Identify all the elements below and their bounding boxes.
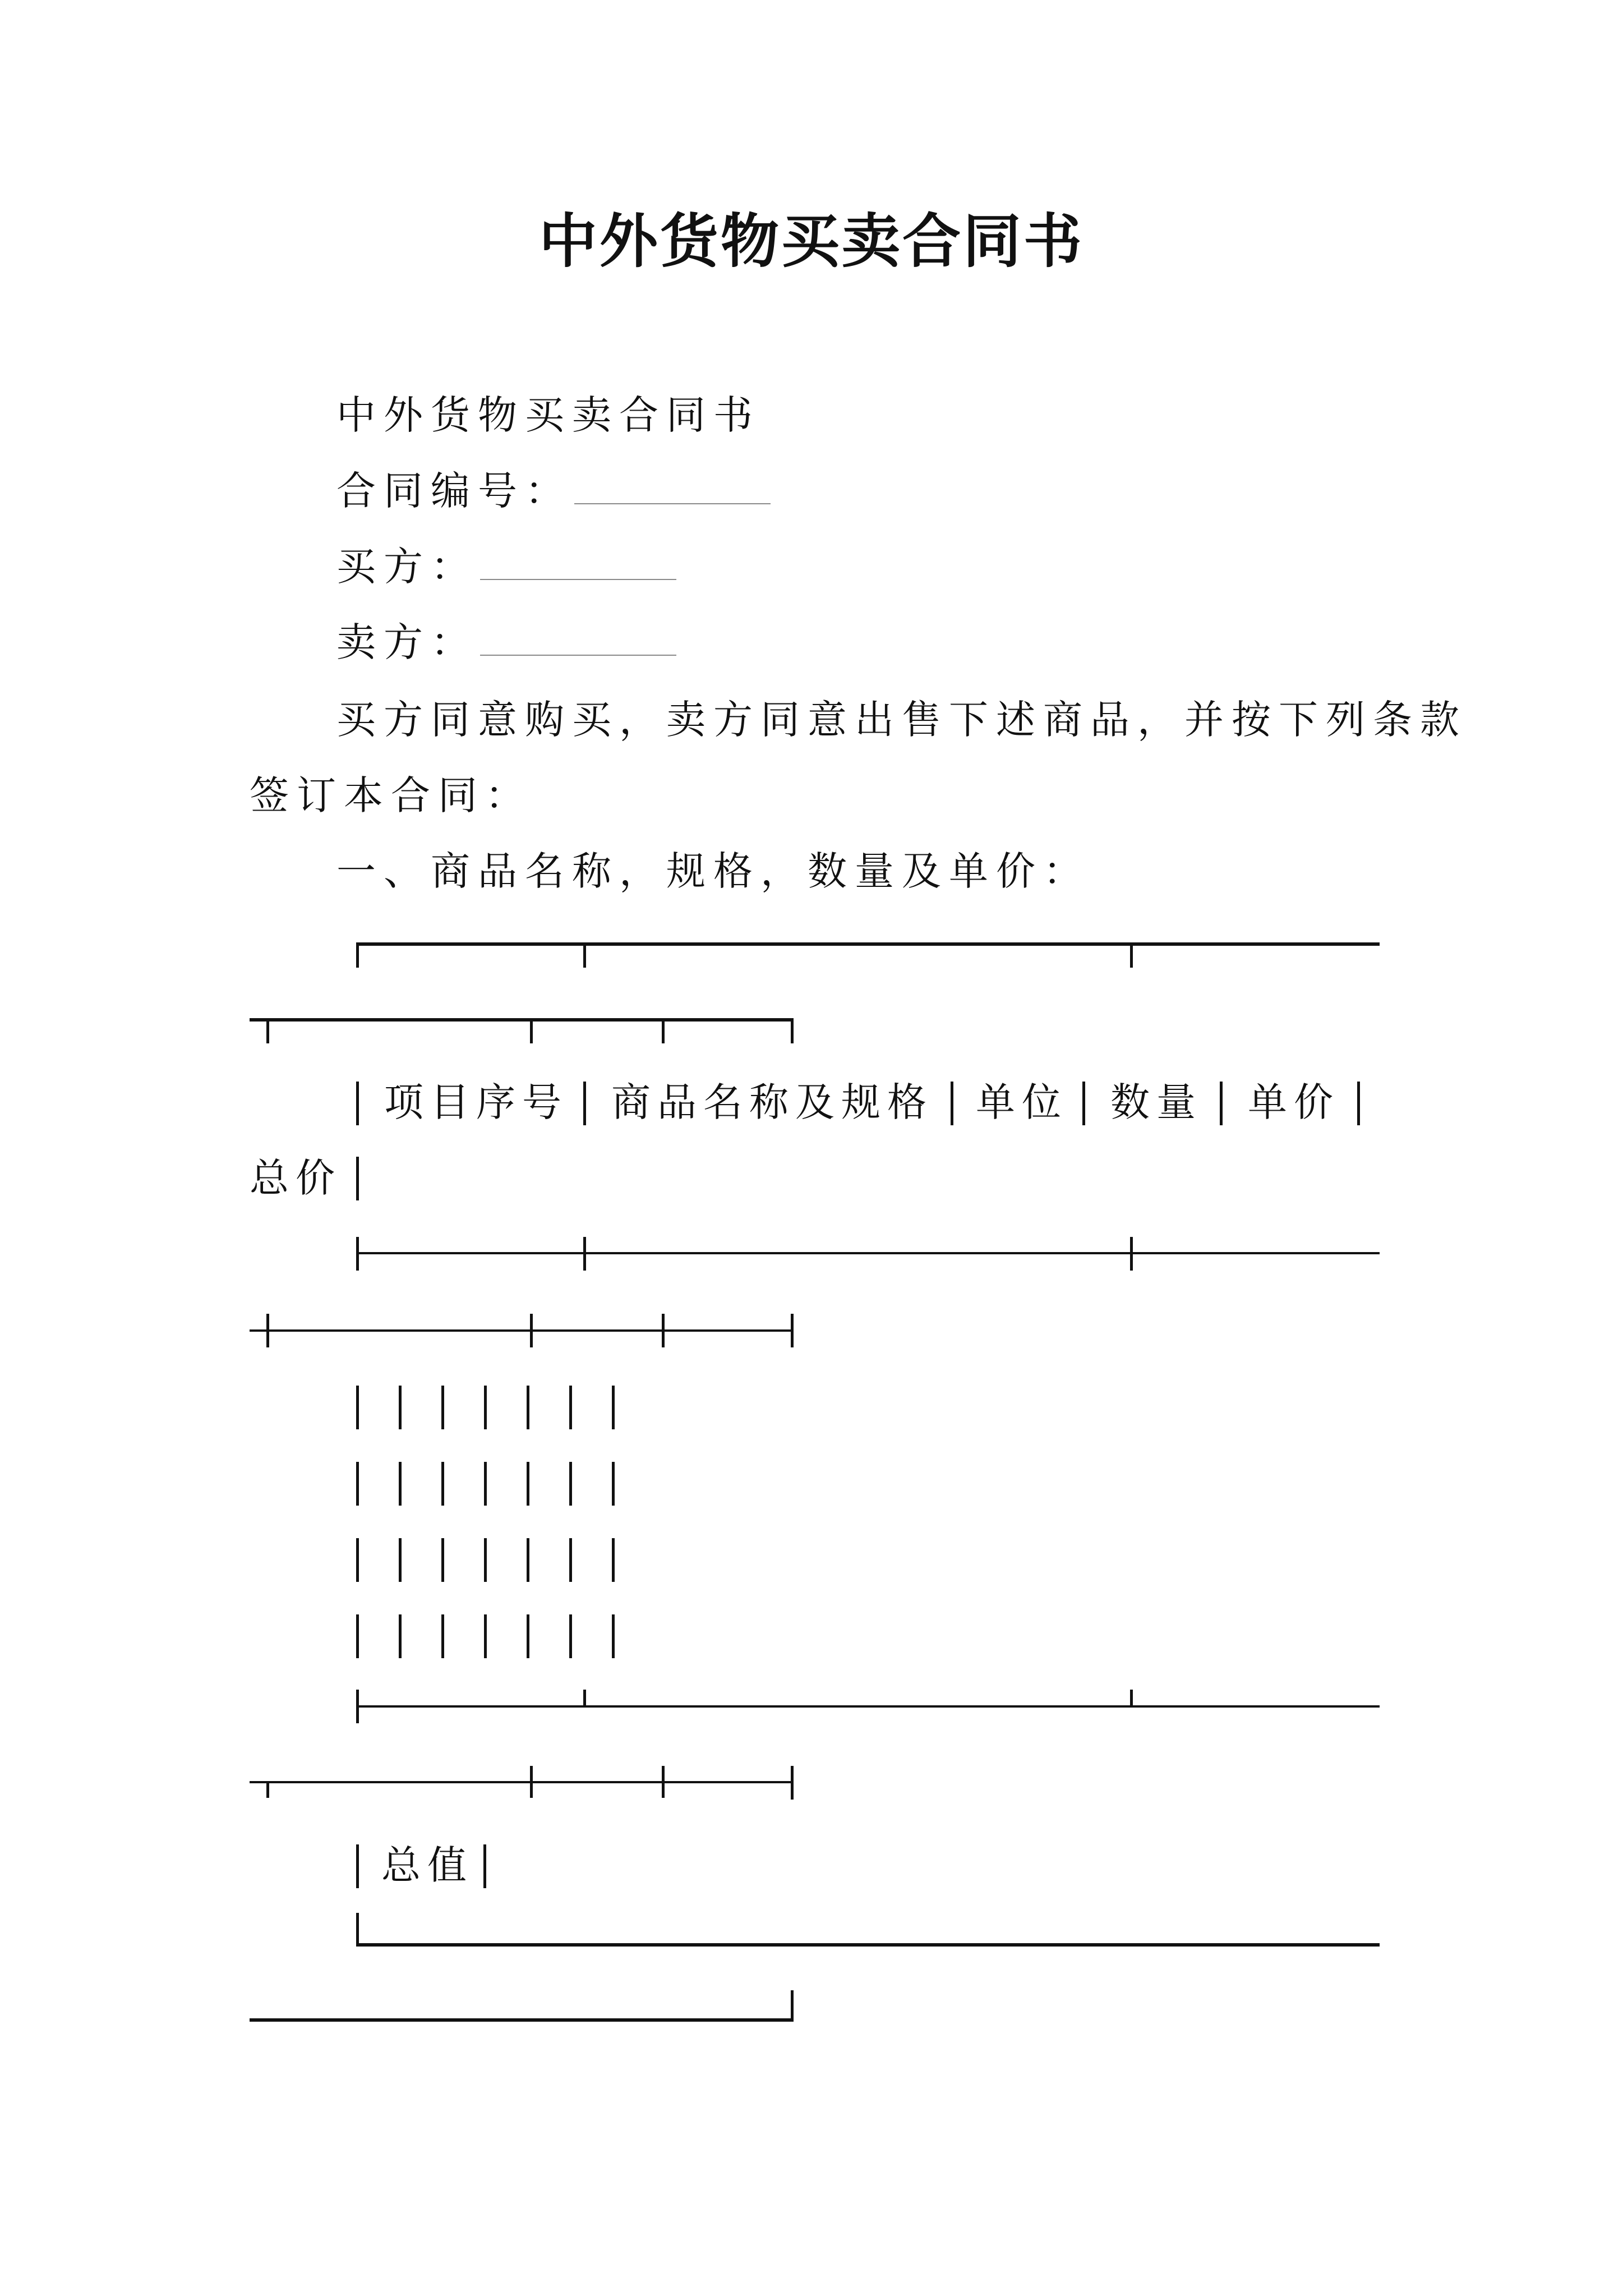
table-top-right-corner	[791, 1018, 794, 1043]
seller-line	[336, 617, 676, 668]
separator-tick	[583, 1690, 586, 1706]
table-bottom-border	[356, 1943, 1380, 1947]
cell-divider	[483, 1844, 486, 1888]
rows-bottom-separator-wrap	[250, 1781, 794, 1783]
intro-line-1: 买方同意购买，卖方同意出售下述商品，并按下列条款	[336, 697, 1467, 743]
cell-divider	[612, 1614, 615, 1658]
separator-tick	[791, 1314, 794, 1347]
header-name-spec: 商品名称及规格	[611, 1079, 933, 1125]
cell-divider	[399, 1462, 402, 1506]
cell-divider	[1357, 1082, 1360, 1125]
cell-divider	[612, 1386, 615, 1429]
cell-divider	[356, 1844, 359, 1888]
cell-divider	[356, 1462, 359, 1506]
cell-divider	[569, 1614, 572, 1658]
document-subtitle: 中外货物买卖合同书	[336, 392, 760, 438]
cell-divider	[356, 1386, 359, 1429]
separator-tick	[356, 1237, 359, 1271]
separator-tick	[266, 1781, 269, 1798]
contract-number-label: 合同编号：	[336, 468, 572, 514]
separator-tick	[583, 1237, 586, 1271]
cell-divider	[612, 1462, 615, 1506]
separator-tick	[662, 1766, 665, 1798]
separator-tick	[530, 1314, 533, 1347]
cell-divider	[569, 1462, 572, 1506]
cell-divider	[1082, 1082, 1085, 1125]
header-unit-price: 单价	[1248, 1079, 1340, 1125]
header-item-no: 项目序号	[384, 1079, 568, 1125]
table-top-border	[356, 942, 1380, 946]
header-separator-wrap	[250, 1329, 794, 1332]
buyer-label: 买方：	[336, 544, 478, 590]
separator-tick	[791, 1766, 794, 1800]
table-bottom-left-corner	[356, 1913, 359, 1947]
intro-line-2: 签订本合同：	[250, 772, 532, 818]
header-unit: 单位	[976, 1079, 1068, 1125]
cell-divider	[356, 1614, 359, 1658]
cell-divider	[527, 1538, 529, 1582]
header-total-price: 总价	[250, 1155, 342, 1201]
separator-tick	[1130, 1690, 1133, 1706]
header-quantity: 数量	[1110, 1079, 1202, 1125]
cell-divider	[527, 1386, 529, 1429]
cell-divider	[951, 1082, 953, 1125]
separator-tick	[356, 1690, 359, 1723]
cell-divider	[441, 1386, 444, 1429]
cell-divider	[583, 1082, 586, 1125]
separator-tick	[1130, 1237, 1133, 1271]
cell-divider	[356, 1538, 359, 1582]
cell-divider	[612, 1538, 615, 1582]
header-separator	[356, 1252, 1380, 1254]
table-top-tick	[530, 1018, 533, 1043]
document-title: 中外货物买卖合同书	[538, 206, 1084, 275]
total-value-label: 总值	[381, 1842, 473, 1888]
separator-tick	[266, 1314, 269, 1347]
cell-divider	[484, 1538, 487, 1582]
cell-divider	[441, 1462, 444, 1506]
section-1-heading: 一、商品名称，规格，数量及单价：	[336, 848, 1090, 894]
cell-divider	[484, 1462, 487, 1506]
table-top-tick	[266, 1018, 269, 1043]
contract-number-line	[336, 466, 771, 516]
seller-label: 卖方：	[336, 619, 478, 665]
cell-divider	[356, 1082, 359, 1125]
table-bottom-border-wrap	[250, 2018, 794, 2022]
table-top-tick	[1130, 942, 1133, 968]
cell-divider	[399, 1538, 402, 1582]
cell-divider	[484, 1614, 487, 1658]
cell-divider	[399, 1386, 402, 1429]
table-top-left-corner	[356, 942, 359, 968]
cell-divider	[356, 1157, 359, 1200]
cell-divider	[527, 1462, 529, 1506]
buyer-line	[336, 541, 676, 592]
table-bottom-right-corner	[791, 1990, 794, 2022]
cell-divider	[527, 1614, 529, 1658]
table-top-tick	[583, 942, 586, 968]
seller-blank[interactable]	[480, 622, 676, 656]
table-top-tick	[662, 1018, 665, 1043]
cell-divider	[441, 1538, 444, 1582]
separator-tick	[662, 1314, 665, 1347]
cell-divider	[484, 1386, 487, 1429]
cell-divider	[441, 1614, 444, 1658]
cell-divider	[569, 1386, 572, 1429]
rows-bottom-separator	[356, 1705, 1380, 1708]
separator-tick	[530, 1766, 533, 1798]
contract-number-blank[interactable]	[574, 471, 771, 504]
cell-divider	[1220, 1082, 1223, 1125]
cell-divider	[399, 1614, 402, 1658]
table-top-border-wrap	[250, 1018, 794, 1022]
buyer-blank[interactable]	[480, 546, 676, 580]
cell-divider	[569, 1538, 572, 1582]
